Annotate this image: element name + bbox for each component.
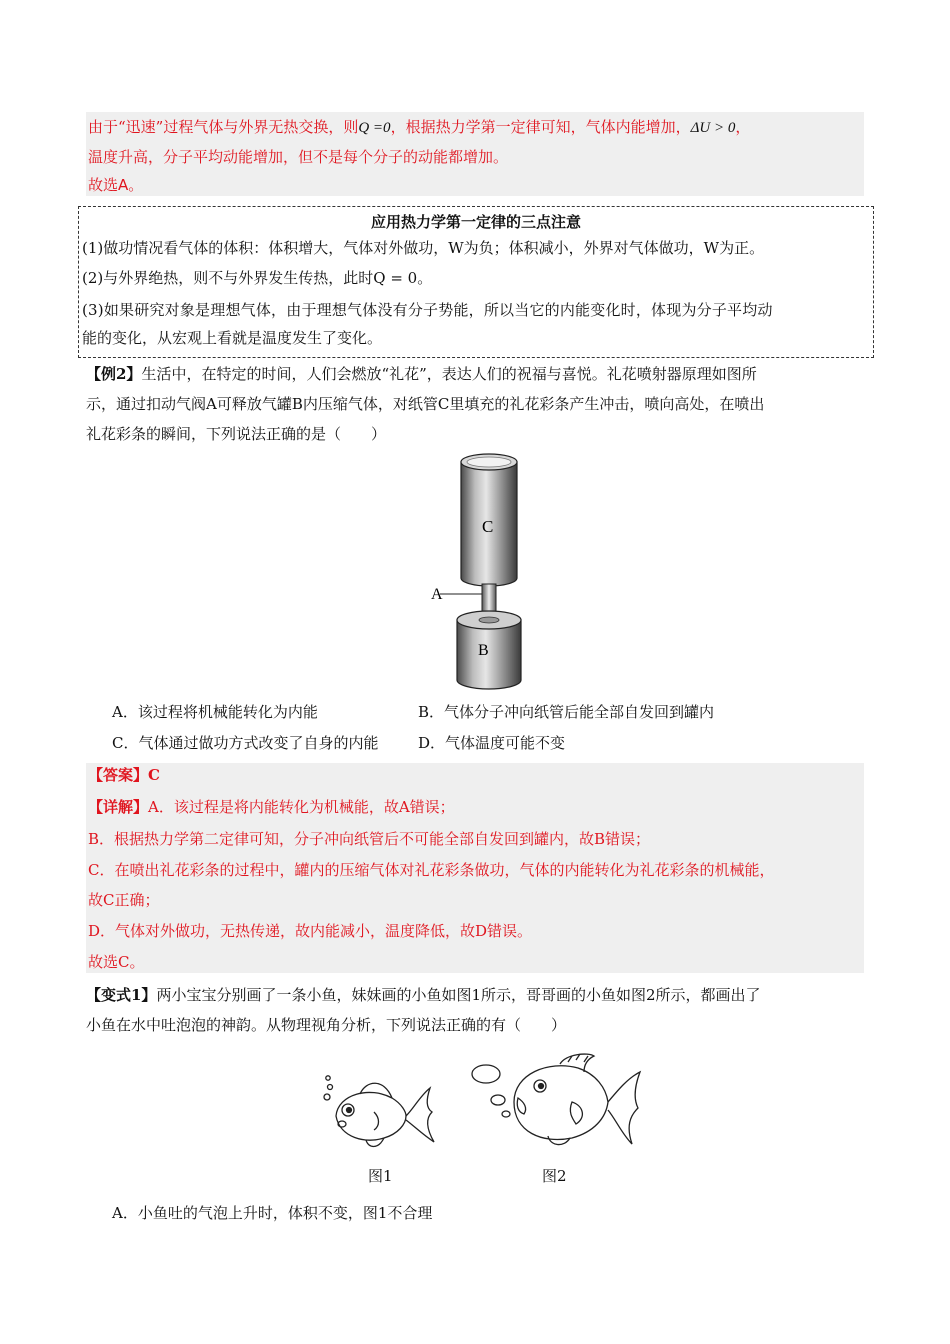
launcher-figure [428,448,528,693]
solution1-line1 [88,117,750,138]
note-item-3-line1: (3)如果研究对象是理想气体，由于理想气体没有分子势能，所以当它的内能变化时，体现为分子平均动 [82,301,773,319]
bubble [472,1065,500,1083]
answer2-detail-c1: C．在喷出礼花彩条的过程中，罐内的压缩气体对礼花彩条做功，气体的内能转化为礼花彩条的机械能， [88,861,775,879]
answer2-detail-a: A．该过程是将内能转化为机械能，故A错误； [148,798,455,816]
fish2-pectoral [570,1102,582,1124]
label-b: B [478,642,489,659]
answer2-detail-a-line [88,797,455,817]
solution1-line2: 温度升高，分子平均动能增加，但不是每个分子的动能都增加。 [88,148,509,166]
solution1-eq-q: Q =0 [358,120,391,136]
answer2-conclusion: 故选C。 [88,953,145,971]
note-item-2: (2)与外界绝热，则不与外界发生传热，此时Q = 0。 [82,269,433,287]
bubble [328,1085,333,1090]
bubble [326,1076,330,1080]
answer2-detail-b: B．根据热力学第二定律可知，分子冲向纸管后不可能全部自发回到罐内，故B错误； [88,830,651,848]
option-d[interactable]: D．气体温度可能不变 [418,734,566,752]
example2-line3: 礼花彩条的瞬间，下列说法正确的是（ ） [86,425,387,443]
answer2-detail-d: D．气体对外做功，无热传递，故内能减小，温度降低，故D错误。 [88,922,533,940]
variant1-line2: 小鱼在水中吐泡泡的神韵。从物理视角分析，下列说法正确的有（ ） [86,1016,567,1034]
note-title: 应用热力学第一定律的三点注意 [370,213,581,231]
fish-figure-2 [468,1052,648,1152]
note-item-3-line2: 能的变化，从宏观上看就是温度发生了变化。 [82,329,383,347]
example2-tag: 【例2】 [86,365,142,383]
answer2-answer: 【答案】C [88,766,160,784]
example2-line1 [86,364,757,384]
canister-b-body [457,620,521,689]
fish2-fin-top [560,1054,594,1072]
variant1-option-a[interactable]: A．小鱼吐的气泡上升时，体积不变，图1不合理 [112,1204,433,1222]
label-a: A [431,586,443,603]
option-b[interactable]: B．气体分子冲向纸管后能全部自发回到罐内 [418,703,715,721]
fish2-body [514,1066,608,1140]
fish2-tail [608,1072,640,1144]
example2-line2: 示，通过扣动气阀A可释放气罐B内压缩气体，对纸管C里填充的礼花彩条产生冲击，喷向高处，在喷出 [86,395,765,413]
example2-text1: 生活中，在特定的时间，人们会燃放“礼花”，表达人们的祝福与喜悦。礼花喷射器原理如图所 [141,365,757,383]
solution1-line1-b: ，根据热力学第一定律可知，气体内能增加， [390,118,691,136]
fish-figure-1 [318,1072,448,1152]
note-item-1: (1)做功情况看气体的体积：体积增大，气体对外做功，W为负；体积减小，外界对气体做功，W为正。 [82,239,765,257]
solution1-conclusion: 故选A。 [88,176,144,194]
solution1-line1-a: 由于“迅速”过程气体与外界无热交换，则 [88,118,359,136]
bubble [502,1111,510,1117]
fish1-tail [406,1088,434,1142]
fish2-mouth [517,1098,525,1114]
fig1-caption: 图1 [368,1167,393,1185]
variant1-text1: 两小宝宝分别画了一条小鱼，妹妹画的小鱼如图1所示，哥哥画的小鱼如图2所示，都画出了 [156,986,761,1004]
fish2-fin-bottom [548,1136,570,1145]
answer2-detail-tag: 【详解】 [88,798,149,816]
variant1-line1 [86,985,761,1005]
option-a[interactable]: A．该过程将机械能转化为内能 [112,703,318,721]
solution1-line1-c: ， [735,118,751,136]
variant1-tag: 【变式1】 [86,986,157,1004]
bubble [491,1095,505,1105]
option-c[interactable]: C．气体通过做功方式改变了自身的内能 [112,734,379,752]
bubble [324,1094,330,1100]
solution1-eq-du: ΔU > 0 [690,120,736,136]
label-c: C [482,517,494,536]
fig2-caption: 图2 [542,1167,567,1185]
answer2-detail-c2: 故C正确； [88,891,160,909]
